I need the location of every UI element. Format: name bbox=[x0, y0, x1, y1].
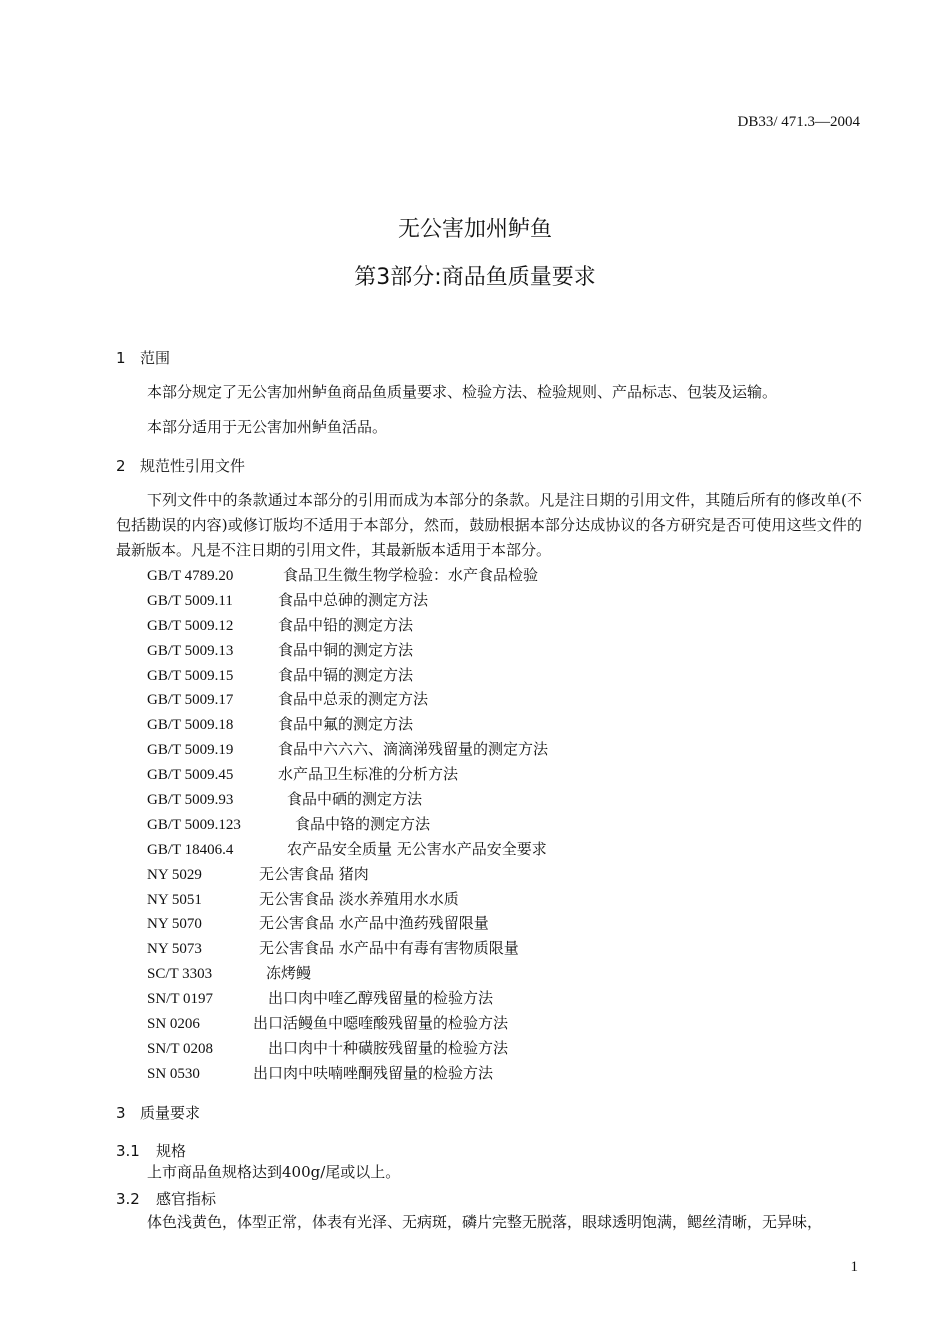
reference-item bbox=[147, 1061, 494, 1086]
subsection-title: 规格 bbox=[156, 1142, 187, 1160]
subsection-heading-specification bbox=[116, 1140, 186, 1161]
reference-code: GB/T 5009.17 bbox=[147, 692, 234, 709]
reference-item bbox=[147, 787, 423, 812]
reference-code: GB/T 5009.15 bbox=[147, 667, 234, 684]
reference-code: GB/T 5009.11 bbox=[147, 592, 233, 609]
section-heading-quality-requirements bbox=[116, 1102, 200, 1123]
subsection-number: 3.1 bbox=[116, 1142, 140, 1160]
reference-title: 出口肉中喹乙醇残留量的检验方法 bbox=[268, 989, 494, 1008]
reference-title: 水产品卫生标准的分析方法 bbox=[278, 765, 459, 784]
reference-title: 出口肉中呋喃唑酮残留量的检验方法 bbox=[253, 1063, 494, 1082]
reference-list bbox=[147, 563, 549, 1086]
reference-item bbox=[147, 986, 494, 1011]
subsection-title: 感官指标 bbox=[156, 1190, 217, 1208]
reference-title: 食品中镉的测定方法 bbox=[278, 665, 414, 684]
reference-title: 无公害食品 水产品中渔药残留限量 bbox=[259, 914, 489, 933]
reference-item bbox=[147, 563, 539, 588]
section-number: 3 bbox=[116, 1104, 126, 1122]
reference-code: GB/T 5009.13 bbox=[147, 642, 234, 659]
reference-title: 无公害食品 猪肉 bbox=[259, 864, 369, 883]
reference-code: NY 5073 bbox=[147, 941, 202, 958]
reference-item bbox=[147, 737, 549, 762]
reference-title: 农产品安全质量 无公害水产品安全要求 bbox=[287, 839, 547, 858]
reference-code: SN/T 0208 bbox=[147, 1040, 213, 1057]
subsection-number: 3.2 bbox=[116, 1190, 140, 1208]
reference-item bbox=[147, 687, 429, 712]
reference-code: NY 5029 bbox=[147, 866, 202, 883]
reference-code: GB/T 5009.18 bbox=[147, 717, 234, 734]
document-code: DB33/ 471.3—2004 bbox=[737, 114, 860, 130]
reference-title: 食品中总砷的测定方法 bbox=[278, 590, 429, 609]
references-intro-paragraph: 下列文件中的条款通过本部分的引用而成为本部分的条款。凡是注日期的引用文件，其随后所有的修改单(不包括勘误的内容)或修订版均不适用于本部分，然而，鼓励根据本部分达成协议的各方研究是否可使用这些文件的最新版本。凡是不注日期的引用文件，其最新版本适用于本部分。 bbox=[116, 491, 862, 559]
reference-code: GB/T 5009.12 bbox=[147, 617, 234, 634]
reference-code: SN/T 0197 bbox=[147, 991, 213, 1008]
reference-title: 食品卫生微生物学检验：水产食品检验 bbox=[283, 566, 539, 584]
reference-item bbox=[147, 862, 369, 887]
reference-title: 食品中铅的测定方法 bbox=[278, 615, 414, 634]
reference-item bbox=[147, 712, 414, 737]
reference-code: GB/T 5009.45 bbox=[147, 767, 234, 784]
reference-code: GB/T 4789.20 bbox=[147, 568, 234, 584]
reference-code: NY 5051 bbox=[147, 891, 202, 908]
reference-title: 无公害食品 淡水养殖用水水质 bbox=[259, 889, 459, 908]
sensory-paragraph: 体色浅黄色，体型正常，体表有光泽、无病斑，磷片完整无脱落，眼球透明饱满，鳃丝清晰，无异味， bbox=[147, 1213, 823, 1231]
reference-code: GB/T 5009.123 bbox=[147, 816, 241, 833]
reference-title: 无公害食品 水产品中有毒有害物质限量 bbox=[259, 939, 519, 958]
reference-code: NY 5070 bbox=[147, 916, 202, 933]
reference-item bbox=[147, 613, 414, 638]
reference-item bbox=[147, 762, 459, 787]
reference-item bbox=[147, 663, 414, 688]
reference-title: 食品中硒的测定方法 bbox=[287, 790, 423, 809]
reference-title: 食品中氟的测定方法 bbox=[278, 715, 414, 734]
section-number: 1 bbox=[116, 349, 126, 367]
reference-code: SC/T 3303 bbox=[147, 966, 213, 983]
reference-title: 食品中总汞的测定方法 bbox=[278, 690, 429, 709]
reference-code: GB/T 18406.4 bbox=[147, 841, 234, 858]
reference-code: GB/T 5009.19 bbox=[147, 742, 234, 759]
reference-title: 食品中铜的测定方法 bbox=[278, 640, 414, 659]
subsection-heading-sensory-indicators bbox=[116, 1188, 216, 1209]
document-subtitle: 第3部分:商品鱼质量要求 bbox=[354, 265, 596, 290]
reference-title: 冻烤鳗 bbox=[266, 964, 312, 983]
reference-item bbox=[147, 887, 459, 912]
reference-item bbox=[147, 1011, 509, 1036]
reference-item bbox=[147, 638, 414, 663]
reference-title: 食品中六六六、滴滴涕残留量的测定方法 bbox=[278, 740, 549, 759]
scope-paragraph-2: 本部分适用于无公害加州鲈鱼活品。 bbox=[147, 418, 388, 436]
section-heading-scope bbox=[116, 347, 170, 368]
reference-item bbox=[147, 588, 429, 613]
reference-title: 出口活鳗鱼中噁喹酸残留量的检验方法 bbox=[253, 1014, 509, 1033]
reference-item bbox=[147, 837, 547, 862]
reference-code: SN 0530 bbox=[147, 1065, 200, 1082]
scope-paragraph-1: 本部分规定了无公害加州鲈鱼商品鱼质量要求、检验方法、检验规则、产品标志、包装及运输。 bbox=[147, 383, 778, 401]
reference-code: SN 0206 bbox=[147, 1016, 200, 1033]
reference-item bbox=[147, 812, 431, 837]
reference-item bbox=[147, 961, 312, 986]
section-title: 范围 bbox=[140, 349, 171, 367]
reference-title: 出口肉中十种磺胺残留量的检验方法 bbox=[268, 1038, 509, 1057]
section-title: 规范性引用文件 bbox=[140, 457, 246, 475]
section-number: 2 bbox=[116, 457, 126, 475]
reference-code: GB/T 5009.93 bbox=[147, 792, 234, 809]
reference-item bbox=[147, 1036, 509, 1061]
reference-title: 食品中铬的测定方法 bbox=[295, 814, 431, 833]
specification-paragraph: 上市商品鱼规格达到400g/尾或以上。 bbox=[147, 1163, 401, 1181]
section-heading-normative-references bbox=[116, 455, 245, 476]
document-title: 无公害加州鲈鱼 bbox=[397, 217, 552, 242]
page-number: 1 bbox=[850, 1259, 858, 1275]
section-title: 质量要求 bbox=[140, 1104, 201, 1122]
reference-item bbox=[147, 936, 519, 961]
reference-item bbox=[147, 911, 489, 936]
